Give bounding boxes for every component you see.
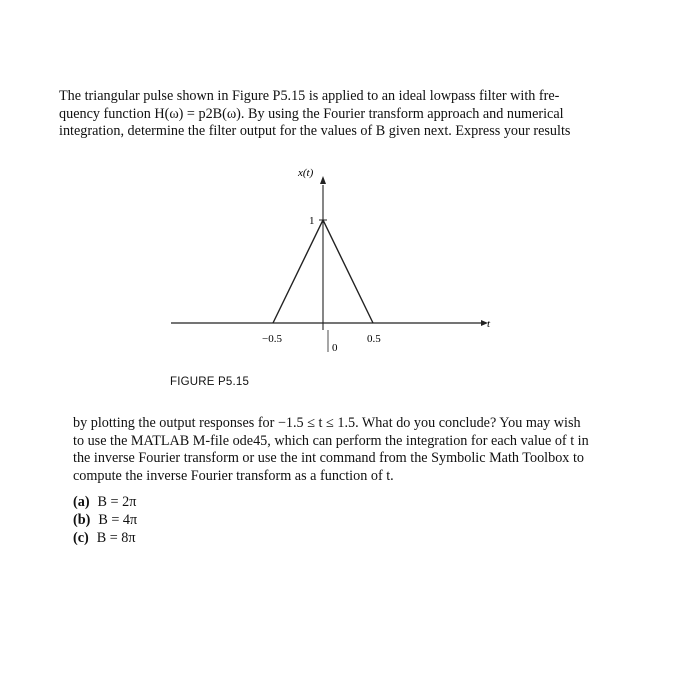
option-c — [73, 529, 137, 547]
option-c-text: B = 8π — [96, 530, 136, 546]
intro-line-1: The triangular pulse shown in Figure P5.15 is applied to an ideal lowpass filter with fre- — [59, 88, 560, 104]
x-axis-label: t — [487, 318, 491, 330]
cont-line-3: the inverse Fourier transform or use the int command from the Symbolic Math Toolbox to — [73, 450, 584, 467]
y-axis-arrow — [320, 176, 326, 184]
problem-continuation — [73, 415, 589, 485]
y-axis-label: x(t) — [298, 167, 314, 179]
cont-line-4: compute the inverse Fourier transform as a function of t. — [73, 467, 394, 484]
option-a-text: B = 2π — [97, 494, 137, 510]
intro-line-3: integration, determine the filter output for the values of B given next. Express your results — [59, 123, 571, 140]
cont-line-2: to use the MATLAB M-file ode45, which can perform the integration for each value of t in — [73, 432, 589, 449]
option-b — [73, 511, 137, 529]
option-c-label: (c) — [73, 530, 89, 546]
intro-line-2: quency function H(ω) = p2B(ω). By using the Fourier transform approach and numerical — [59, 105, 564, 122]
option-b-label: (b) — [73, 512, 91, 528]
tick-label-pos: 0.5 — [367, 333, 381, 345]
option-a-label: (a) — [73, 494, 90, 510]
cont-line-1: by plotting the output responses for −1.5 ≤ t ≤ 1.5. What do you conclude? You may wish — [73, 415, 581, 431]
peak-label: 1 — [309, 215, 315, 227]
option-list — [73, 493, 137, 547]
option-a — [73, 493, 137, 511]
tick-label-zero: 0 — [332, 342, 338, 354]
tick-label-neg: −0.5 — [262, 333, 282, 345]
figure-caption: FIGURE P5.15 — [170, 376, 250, 388]
option-b-text: B = 4π — [98, 512, 138, 528]
